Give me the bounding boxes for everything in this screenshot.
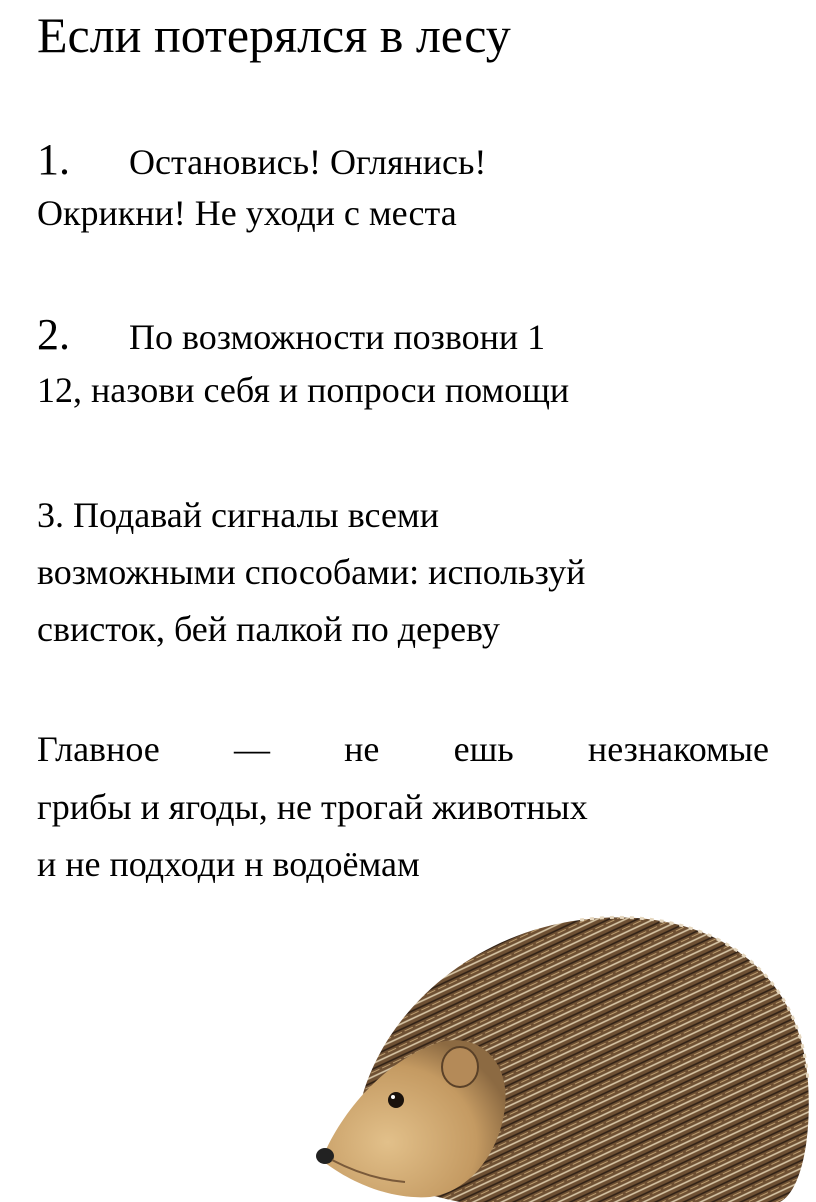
step-2-line-2: 12, назови себя и попроси помощи <box>37 370 570 410</box>
main-rule-word: не <box>344 729 380 769</box>
step-3-line-1: 3. Подавай сигналы всеми <box>37 495 439 535</box>
step-2-line-1 <box>37 310 546 359</box>
page-title: Если потерялся в лесу <box>37 7 511 63</box>
step-1-number: 1. <box>37 135 70 184</box>
main-rule-word: — <box>233 729 270 769</box>
main-rule-word: Главное <box>37 729 160 769</box>
main-rule-word: ешь <box>453 729 514 769</box>
step-3-line-3: свисток, бей палкой по дереву <box>37 609 500 649</box>
hedgehog-ear <box>442 1047 478 1087</box>
hedgehog-eye <box>388 1092 404 1108</box>
main-rule-line-3: и не подходи н водоёмам <box>37 844 420 884</box>
step-1-line-2: Окрикни! Не уходи с места <box>37 193 457 233</box>
step-3-line-2: возможными способами: используй <box>37 552 586 592</box>
step-1-line-1 <box>37 135 487 184</box>
step-2-text: По возможности позвони 1 <box>129 317 546 357</box>
main-rule-word: незнакомые <box>587 729 769 769</box>
main-rule-line-2: грибы и ягоды, не трогай животных <box>37 787 588 827</box>
hedgehog-nose <box>316 1148 334 1164</box>
step-2-number: 2. <box>37 310 70 359</box>
main-rule-line-1 <box>37 731 769 767</box>
hedgehog-image <box>310 892 816 1202</box>
step-1-text: Остановись! Оглянись! <box>129 142 487 182</box>
